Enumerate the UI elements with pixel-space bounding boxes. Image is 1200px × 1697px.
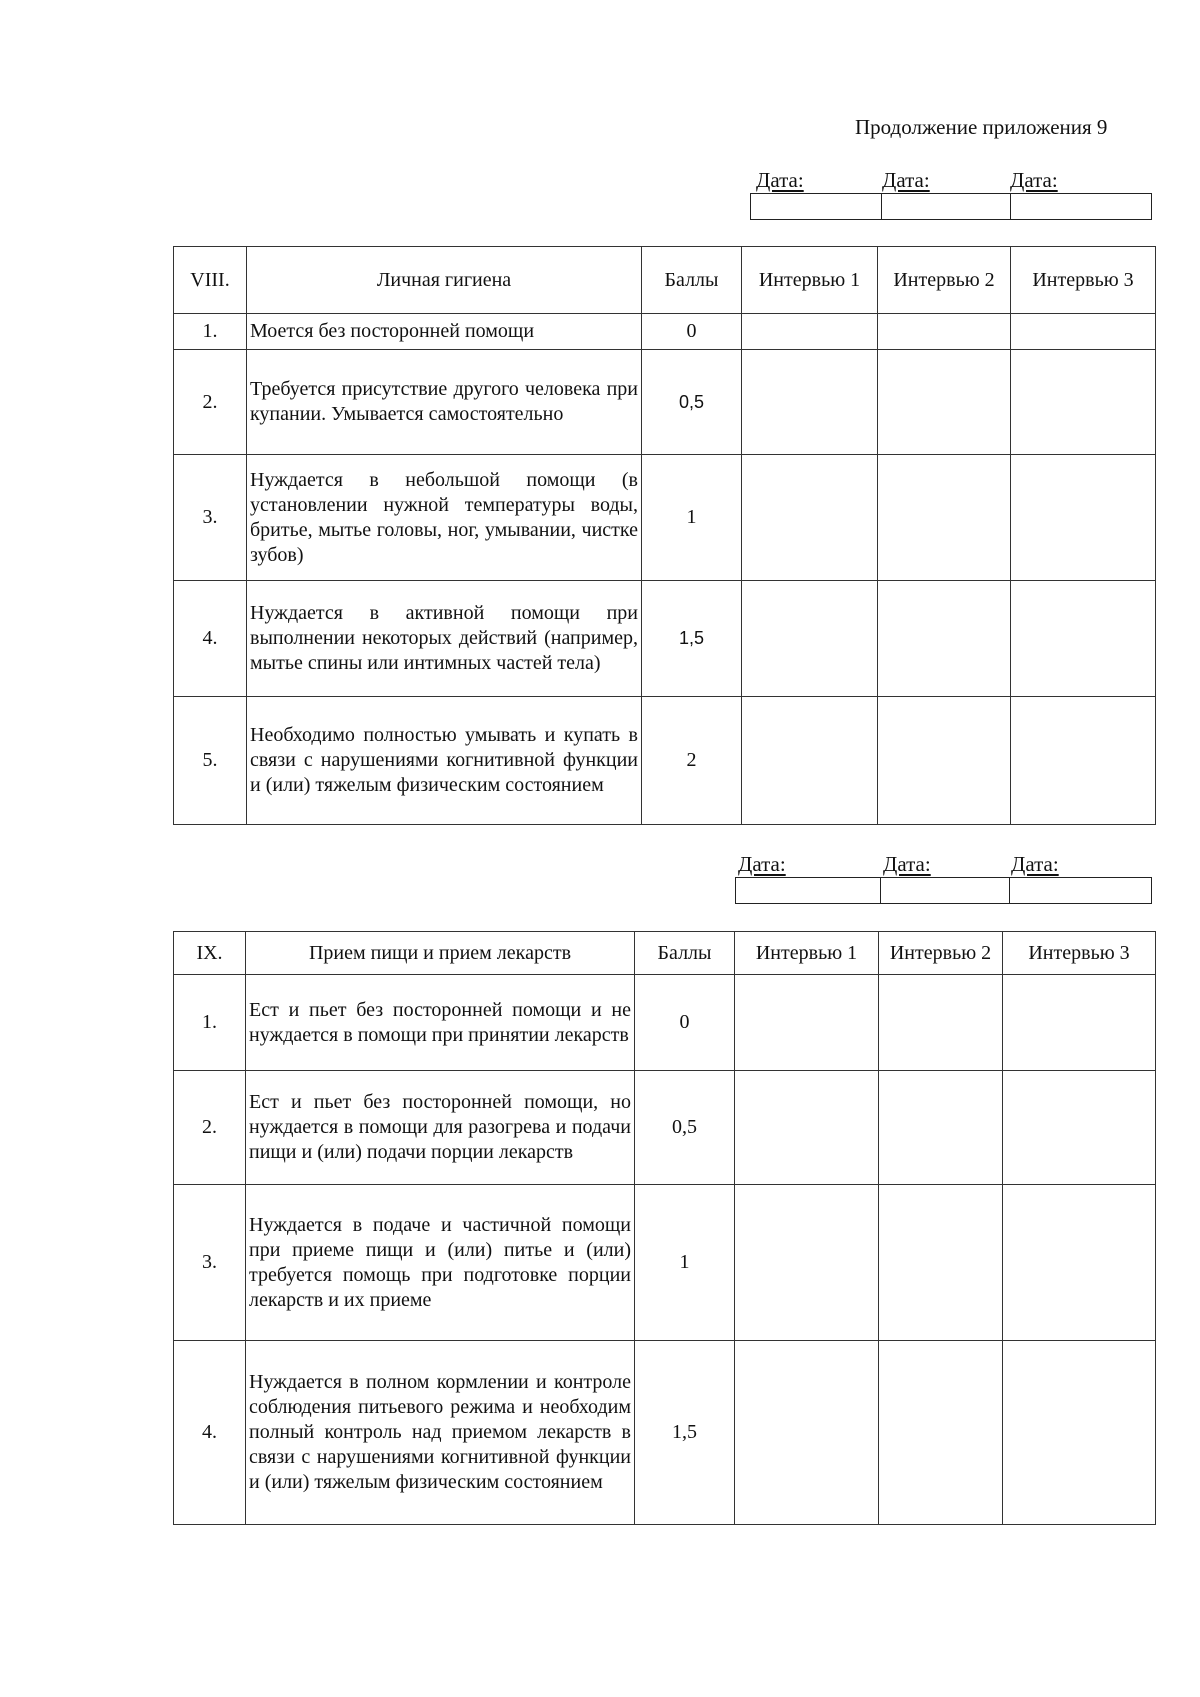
date-input-box[interactable]: [1011, 194, 1151, 219]
date-input-box[interactable]: [751, 194, 882, 219]
interview-3-cell[interactable]: [1011, 455, 1156, 581]
col-header-interview-3: Интервью 3: [1003, 932, 1156, 975]
col-header-interview-2: Интервью 2: [878, 247, 1011, 314]
interview-3-cell[interactable]: [1003, 1185, 1156, 1341]
interview-2-cell[interactable]: [878, 314, 1011, 350]
date-input-box[interactable]: [881, 878, 1010, 903]
interview-3-cell[interactable]: [1011, 581, 1156, 697]
interview-3-cell[interactable]: [1011, 350, 1156, 455]
date-boxes-2: [735, 877, 1152, 904]
table-header-row: [174, 247, 1156, 314]
row-description: Моется без посторонней помощи: [247, 314, 642, 350]
section-title: Прием пищи и прием лекарств: [246, 932, 635, 975]
table-row: [174, 1185, 1156, 1341]
nutrition-table: [173, 931, 1156, 1525]
interview-2-cell[interactable]: [879, 1185, 1003, 1341]
row-score: 1,5: [642, 581, 742, 697]
interview-2-cell[interactable]: [879, 1341, 1003, 1525]
row-score: 0,5: [642, 350, 742, 455]
row-description: Необходимо полностью умывать и купать в связи с нарушениями когнитивной функции и (или) тяжелым физическим состоянием: [247, 697, 642, 825]
interview-1-cell[interactable]: [742, 314, 878, 350]
row-number: 4.: [174, 581, 247, 697]
col-header-interview-1: Интервью 1: [742, 247, 878, 314]
hygiene-table: [173, 246, 1156, 825]
row-number: 1.: [174, 314, 247, 350]
col-header-interview-2: Интервью 2: [879, 932, 1003, 975]
interview-3-cell[interactable]: [1003, 975, 1156, 1071]
table-header-row: [174, 932, 1156, 975]
row-description: Нуждается в полном кормлении и контроле соблюдения питьевого режима и необходим полный контроль над приемом лекарств в связи с нарушениями когнитивной функции и (или) тяжелым физическим состоянием: [246, 1341, 635, 1525]
row-description: Нуждается в активной помощи при выполнении некоторых действий (например, мытье спины или интимных частей тела): [247, 581, 642, 697]
date-input-box[interactable]: [882, 194, 1011, 219]
interview-2-cell[interactable]: [878, 350, 1011, 455]
table-row: [174, 455, 1156, 581]
col-header-score: Баллы: [642, 247, 742, 314]
date-boxes-1: [750, 193, 1152, 220]
row-number: 3.: [174, 455, 247, 581]
interview-1-cell[interactable]: [742, 455, 878, 581]
interview-2-cell[interactable]: [879, 1071, 1003, 1185]
interview-2-cell[interactable]: [878, 697, 1011, 825]
date-block-2: [735, 852, 1155, 878]
interview-1-cell[interactable]: [742, 581, 878, 697]
interview-3-cell[interactable]: [1011, 314, 1156, 350]
row-score: 0: [642, 314, 742, 350]
page-note: Продолжение приложения 9: [855, 115, 1108, 139]
table-row: [174, 975, 1156, 1071]
date-label: Дата:: [756, 168, 804, 192]
row-description: Нуждается в подаче и частичной помощи при приеме пищи и (или) питье и (или) требуется помощь при подготовке порции лекарств и их приеме: [246, 1185, 635, 1341]
row-score: 0: [635, 975, 735, 1071]
interview-1-cell[interactable]: [735, 1341, 879, 1525]
row-score: 0,5: [635, 1071, 735, 1185]
row-number: 2.: [174, 350, 247, 455]
date-input-box[interactable]: [736, 878, 881, 903]
table-row: [174, 314, 1156, 350]
interview-1-cell[interactable]: [735, 1071, 879, 1185]
row-score: 1: [642, 455, 742, 581]
date-label: Дата:: [1010, 168, 1058, 192]
row-number: 2.: [174, 1071, 246, 1185]
row-score: 1,5: [635, 1341, 735, 1525]
date-input-box[interactable]: [1010, 878, 1151, 903]
row-description: Ест и пьет без посторонней помощи, но нуждается в помощи для разогрева и подачи пищи и (или) подачи порции лекарств: [246, 1071, 635, 1185]
table-row: [174, 350, 1156, 455]
date-block-1: [750, 168, 1150, 194]
section-number: VIII.: [174, 247, 247, 314]
row-description: Нуждается в небольшой помощи (в установлении нужной температуры воды, бритье, мытье головы, ног, умывании, чистке зубов): [247, 455, 642, 581]
section-title: Личная гигиена: [247, 247, 642, 314]
row-number: 1.: [174, 975, 246, 1071]
row-score: 1: [635, 1185, 735, 1341]
interview-2-cell[interactable]: [878, 455, 1011, 581]
col-header-score: Баллы: [635, 932, 735, 975]
table-row: [174, 697, 1156, 825]
row-score: 2: [642, 697, 742, 825]
interview-1-cell[interactable]: [735, 1185, 879, 1341]
row-description: Ест и пьет без посторонней помощи и не нуждается в помощи при принятии лекарств: [246, 975, 635, 1071]
row-number: 5.: [174, 697, 247, 825]
interview-2-cell[interactable]: [878, 581, 1011, 697]
row-description: Требуется присутствие другого человека при купании. Умывается самостоятельно: [247, 350, 642, 455]
section-number: IX.: [174, 932, 246, 975]
interview-1-cell[interactable]: [742, 697, 878, 825]
interview-3-cell[interactable]: [1003, 1341, 1156, 1525]
date-label: Дата:: [883, 852, 931, 876]
interview-1-cell[interactable]: [742, 350, 878, 455]
table-row: [174, 1341, 1156, 1525]
row-number: 4.: [174, 1341, 246, 1525]
table-row: [174, 581, 1156, 697]
table-row: [174, 1071, 1156, 1185]
date-label: Дата:: [882, 168, 930, 192]
interview-1-cell[interactable]: [735, 975, 879, 1071]
interview-3-cell[interactable]: [1003, 1071, 1156, 1185]
date-label: Дата:: [1011, 852, 1059, 876]
col-header-interview-3: Интервью 3: [1011, 247, 1156, 314]
row-number: 3.: [174, 1185, 246, 1341]
interview-3-cell[interactable]: [1011, 697, 1156, 825]
col-header-interview-1: Интервью 1: [735, 932, 879, 975]
date-label: Дата:: [738, 852, 786, 876]
interview-2-cell[interactable]: [879, 975, 1003, 1071]
